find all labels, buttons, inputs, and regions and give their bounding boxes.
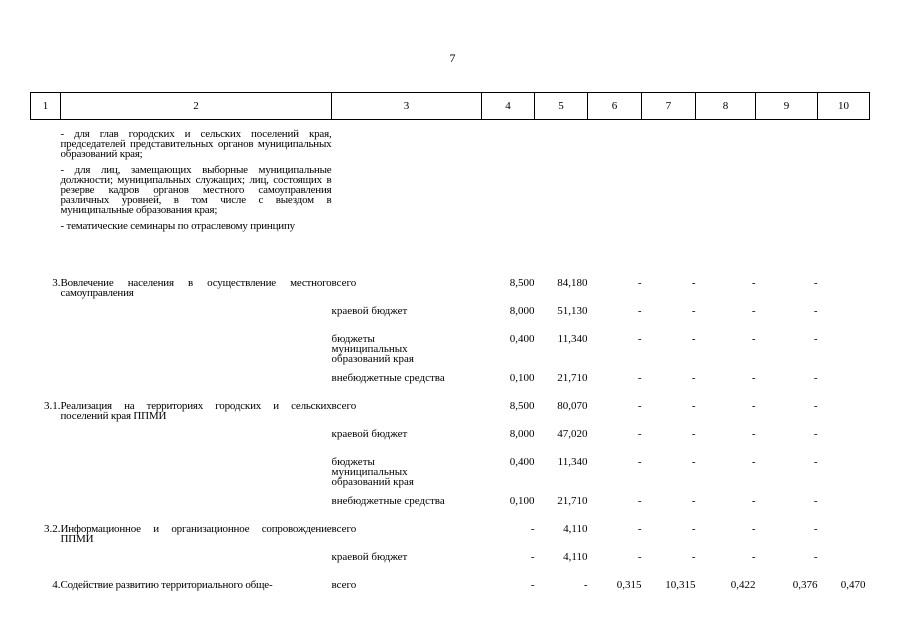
row-number: 3. [52,276,61,289]
row-description [61,306,332,334]
value-cell: - [691,494,696,507]
column-header: 9 [756,93,818,120]
value-cell: 0,100 [509,371,535,384]
table-row [31,496,870,524]
row-number [31,373,61,401]
row-description [61,457,332,496]
value-cell: - [751,427,756,440]
value-cell [818,524,870,552]
value-cell: - [691,332,696,345]
budget-table [30,92,870,600]
value-cell: - [691,399,696,412]
column-header: 6 [588,93,642,120]
value-cell: - [691,550,696,563]
column-header: 1 [31,93,61,120]
funding-source: внебюджетные средства [331,494,445,507]
table-row [31,457,870,496]
value-cell [818,373,870,401]
subpoint-text: - для лиц, замещающих выборные муниципальные должности; муниципальных служащих; лиц, состоящих в резерве кадров органов местного самоуправления различных уровней, в том числе с выездом в муниципальные образования края; [60,164,332,216]
row-number: 3.2. [44,522,61,535]
value-cell: - [751,304,756,317]
table-row [31,429,870,457]
value-cell: - [751,522,756,535]
table-header-row [31,93,870,120]
value-cell [818,334,870,373]
funding-source: всего [331,522,357,535]
column-header: 8 [696,93,756,120]
value-cell: 8,500 [509,276,535,289]
table-row [31,401,870,429]
value-cell: 21,710 [557,494,588,507]
value-cell: - [637,522,642,535]
table-row [31,524,870,552]
value-cell: - [637,455,642,468]
column-header: 3 [332,93,482,120]
subpoint-text: - для глав городских и сельских поселений края, председателей представительных органов муниципальных образований края; [60,128,332,160]
row-description [61,334,332,373]
value-cell: - [813,427,818,440]
value-cell [818,496,870,524]
value-cell: 11,340 [557,332,588,345]
column-header: 2 [61,93,332,120]
funding-source: всего [331,276,357,289]
value-cell: 4,110 [563,522,588,535]
value-cell: - [530,550,535,563]
value-cell: 0,422 [730,578,756,591]
funding-source: бюджеты муниципальных образований края [331,332,414,365]
value-cell [818,429,870,457]
funding-source: всего [331,578,357,591]
row-description: Реализация на территориях городских и сельских поселений края ППМИ [60,399,332,422]
value-cell [818,401,870,429]
value-cell: - [751,332,756,345]
value-cell: - [530,522,535,535]
value-cell: 11,340 [557,455,588,468]
value-cell: 51,130 [557,304,588,317]
value-cell: - [813,371,818,384]
value-cell: - [691,522,696,535]
value-cell: - [751,399,756,412]
subpoints-row [31,120,870,278]
value-cell [818,278,870,306]
value-cell: - [691,304,696,317]
value-cell [818,457,870,496]
row-number [31,429,61,457]
value-cell [818,552,870,580]
value-cell: 0,100 [509,494,535,507]
column-header: 4 [482,93,535,120]
value-cell [818,306,870,334]
value-cell: 84,180 [557,276,588,289]
value-cell: - [637,276,642,289]
funding-source: краевой бюджет [331,304,408,317]
funding-source: краевой бюджет [331,427,408,440]
value-cell: 80,070 [557,399,588,412]
value-cell: - [637,332,642,345]
value-cell: - [813,550,818,563]
row-description [61,496,332,524]
table-row [31,552,870,580]
row-number [31,457,61,496]
table-row [31,306,870,334]
table-row [31,334,870,373]
page-number: 7 [449,51,456,65]
value-cell: - [691,371,696,384]
value-cell: - [813,276,818,289]
funding-source: внебюджетные средства [331,371,445,384]
value-cell: - [583,578,588,591]
funding-source: всего [331,399,357,412]
value-cell: 21,710 [557,371,588,384]
row-description [61,373,332,401]
value-cell: - [813,332,818,345]
funding-source: краевой бюджет [331,550,408,563]
table-row [31,373,870,401]
row-description: Содействие развитию территориального обще- [60,578,273,591]
row-description: Вовлечение населения в осуществление местного самоуправления [60,276,332,299]
value-cell: - [637,427,642,440]
table-row [31,278,870,306]
row-number [31,552,61,580]
row-description: Информационное и организационное сопровождение ППМИ [60,522,332,545]
value-cell: - [691,427,696,440]
column-header: 7 [642,93,696,120]
value-cell: - [813,304,818,317]
value-cell: - [637,304,642,317]
value-cell: - [637,494,642,507]
value-cell: - [813,522,818,535]
value-cell: 8,000 [509,304,535,317]
value-cell: 0,400 [509,332,535,345]
value-cell: 47,020 [557,427,588,440]
value-cell: - [751,371,756,384]
value-cell: 0,400 [509,455,535,468]
value-cell: 0,315 [616,578,642,591]
value-cell: - [813,399,818,412]
row-number [31,334,61,373]
value-cell: - [637,371,642,384]
row-description [61,429,332,457]
value-cell: - [691,276,696,289]
value-cell: 8,500 [509,399,535,412]
row-number: 4. [52,578,61,591]
subpoint-text: - тематические семинары по отраслевому принципу [60,220,295,232]
value-cell: - [813,494,818,507]
row-number: 3.1. [44,399,61,412]
column-header: 5 [535,93,588,120]
value-cell: 8,000 [509,427,535,440]
row-number [31,496,61,524]
value-cell: 10,315 [665,578,696,591]
value-cell: - [751,276,756,289]
value-cell: 0,470 [840,578,866,591]
row-number [31,306,61,334]
table-row [31,580,870,600]
value-cell: - [751,550,756,563]
column-header: 10 [818,93,870,120]
value-cell: - [530,578,535,591]
value-cell: 4,110 [563,550,588,563]
value-cell: - [751,455,756,468]
funding-source: бюджеты муниципальных образований края [331,455,414,488]
row-description [61,552,332,580]
value-cell: - [637,399,642,412]
value-cell: - [637,550,642,563]
value-cell: - [691,455,696,468]
value-cell: - [813,455,818,468]
value-cell: 0,376 [792,578,818,591]
value-cell: - [751,494,756,507]
